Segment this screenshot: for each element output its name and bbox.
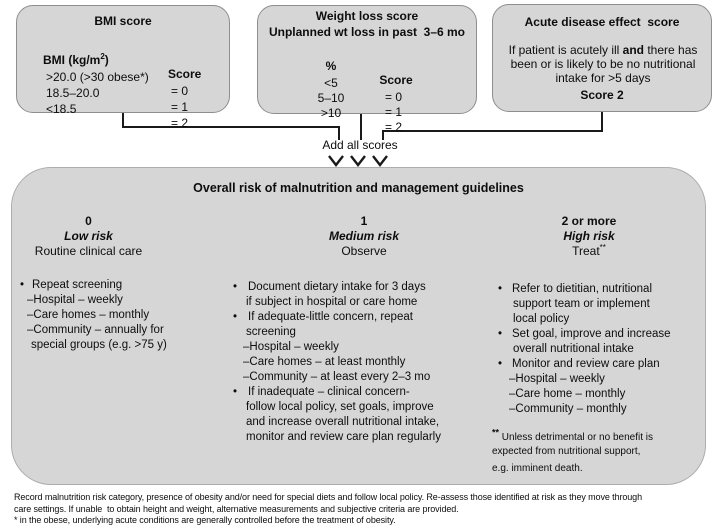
bmi-row [17,88,229,130]
bullet-icon: • [498,358,503,370]
list-item: –Community – at least every 2–3 mo [243,371,431,383]
score-2-label: 2 or more [561,214,617,228]
list-item: special groups (e.g. >75 y) [31,339,167,351]
add-all-scores-label: Add all scores [322,138,398,152]
acute-body-line: intake for >5 days [555,71,651,85]
bmi-score-value: = 2 [171,116,189,130]
acute-disease-score-box [492,4,712,112]
high-risk-label: High risk [563,229,615,243]
medium-risk-label: Medium risk [328,229,400,243]
acute-connector-line [383,111,602,140]
weight-loss-row [258,77,476,119]
wl-range: 5–10 [317,91,345,105]
list-item: • Monitor and review care plan [498,358,660,370]
high-risk-list [498,282,712,417]
acute-box-title: Acute disease effect score [524,15,680,29]
wl-range: <5 [324,76,338,90]
caption-line: care settings. If unable to obtain height and weight, alternative measurements and subjective criteria are provided. [14,503,459,514]
list-item: • Refer to dietitian, nutritional [498,283,652,295]
bmi-unit-label: BMI $(kg/m^2)$ [43,52,109,67]
list-item: –Hospital – weekly [243,341,339,353]
list-item: • If inadequate – clinical concern- [233,386,410,398]
score-header: Score [379,73,413,87]
footnote-line: ** Unless detrimental or no benefit is [492,427,653,443]
down-arrow-icon [351,156,365,165]
weight-loss-box-title: Weight loss score [315,9,419,23]
acute-score-line: Score 2 [580,88,624,102]
wl-score-value: = 2 [385,120,403,134]
acute-body-line: been or is likely to be no nutritional [510,57,696,71]
list-item: –Community – monthly [509,403,627,415]
bullet-icon: • [233,281,238,293]
bmi-range: 18.5–20.0 [46,86,100,100]
list-item: support team or implement [513,298,650,310]
wl-range: >10 [320,106,342,120]
list-item: • Set goal, improve and increase [498,328,671,340]
down-arrow-icon [373,156,387,165]
treat-footnote [492,427,707,476]
bmi-box-title: BMI score [94,14,152,28]
bmi-score-value: = 0 [171,84,189,98]
bmi-range: >20.0 (>30 obese*) [46,70,149,84]
low-risk-header [6,214,171,259]
wl-score-value: = 1 [385,105,403,119]
footnote-line: expected from nutritional support, [492,446,641,457]
weight-loss-row [258,92,476,134]
bmi-score-header: Score [168,67,202,81]
weight-loss-box-subtitle: Unplanned wt loss in past 3–6 mo [268,25,466,39]
low-risk-action: Routine clinical care [34,244,143,258]
bmi-row [17,72,229,114]
list-item: –Hospital – weekly [509,373,605,385]
acute-body-line: If patient is acutely ill and there has [508,43,698,57]
bullet-icon: • [498,283,503,295]
medium-risk-header [264,214,464,259]
list-item: overall nutritional intake [513,343,634,355]
list-item: –Hospital – weekly [27,294,123,306]
list-item: • Document dietary intake for 3 days [233,281,426,293]
figure-caption [14,492,716,527]
overall-risk-title: Overall risk of malnutrition and management guidelines [193,181,524,195]
bmi-score-value: = 1 [171,100,189,114]
list-item: screening [246,326,296,338]
bmi-range: <18.5 [46,102,77,116]
list-item: –Community – annually for [27,324,164,336]
high-risk-header [489,214,689,259]
list-item: • Repeat screening [20,279,123,291]
bullet-icon: • [498,328,503,340]
wl-score-value: = 0 [385,90,403,104]
list-item: monitor and review care plan regularly [246,431,441,443]
medium-risk-list [233,280,479,445]
bullet-icon: • [233,311,238,323]
caption-line: Record malnutrition risk category, presence of obesity and/or need for special diets and follow local policy. Re-assess those identified at risk as they move through [14,492,642,502]
list-item: follow local policy, set goals, improve [246,401,434,413]
list-item: • If adequate-little concern, repeat [233,311,413,323]
list-item: local policy [513,313,570,325]
low-risk-list [20,278,230,353]
list-item: –Care home – monthly [509,388,626,400]
score-1-label: 1 [360,214,368,228]
weight-loss-table-header [258,45,476,87]
footnote-line: e.g. imminent death. [492,463,583,474]
caption-line: * in the obese, underlying acute conditions are generally controlled before the treatment of obesity. [14,515,396,525]
bullet-icon: • [233,386,238,398]
bullet-icon: • [20,279,25,291]
medium-risk-action: Observe [341,244,387,258]
list-item: –Care homes – at least monthly [243,356,406,368]
low-risk-label: Low risk [64,229,113,243]
score-0-label: 0 [85,214,92,228]
high-risk-action: Treat** [572,243,606,258]
weight-loss-score-box [257,5,477,134]
list-item: if subject in hospital or care home [246,296,418,308]
percent-header: % [325,59,337,73]
down-arrow-icon [329,156,343,165]
list-item: –Care homes – monthly [27,309,150,321]
bmi-score-box [16,5,230,130]
list-item: and increase overall nutritional intake, [246,416,440,428]
